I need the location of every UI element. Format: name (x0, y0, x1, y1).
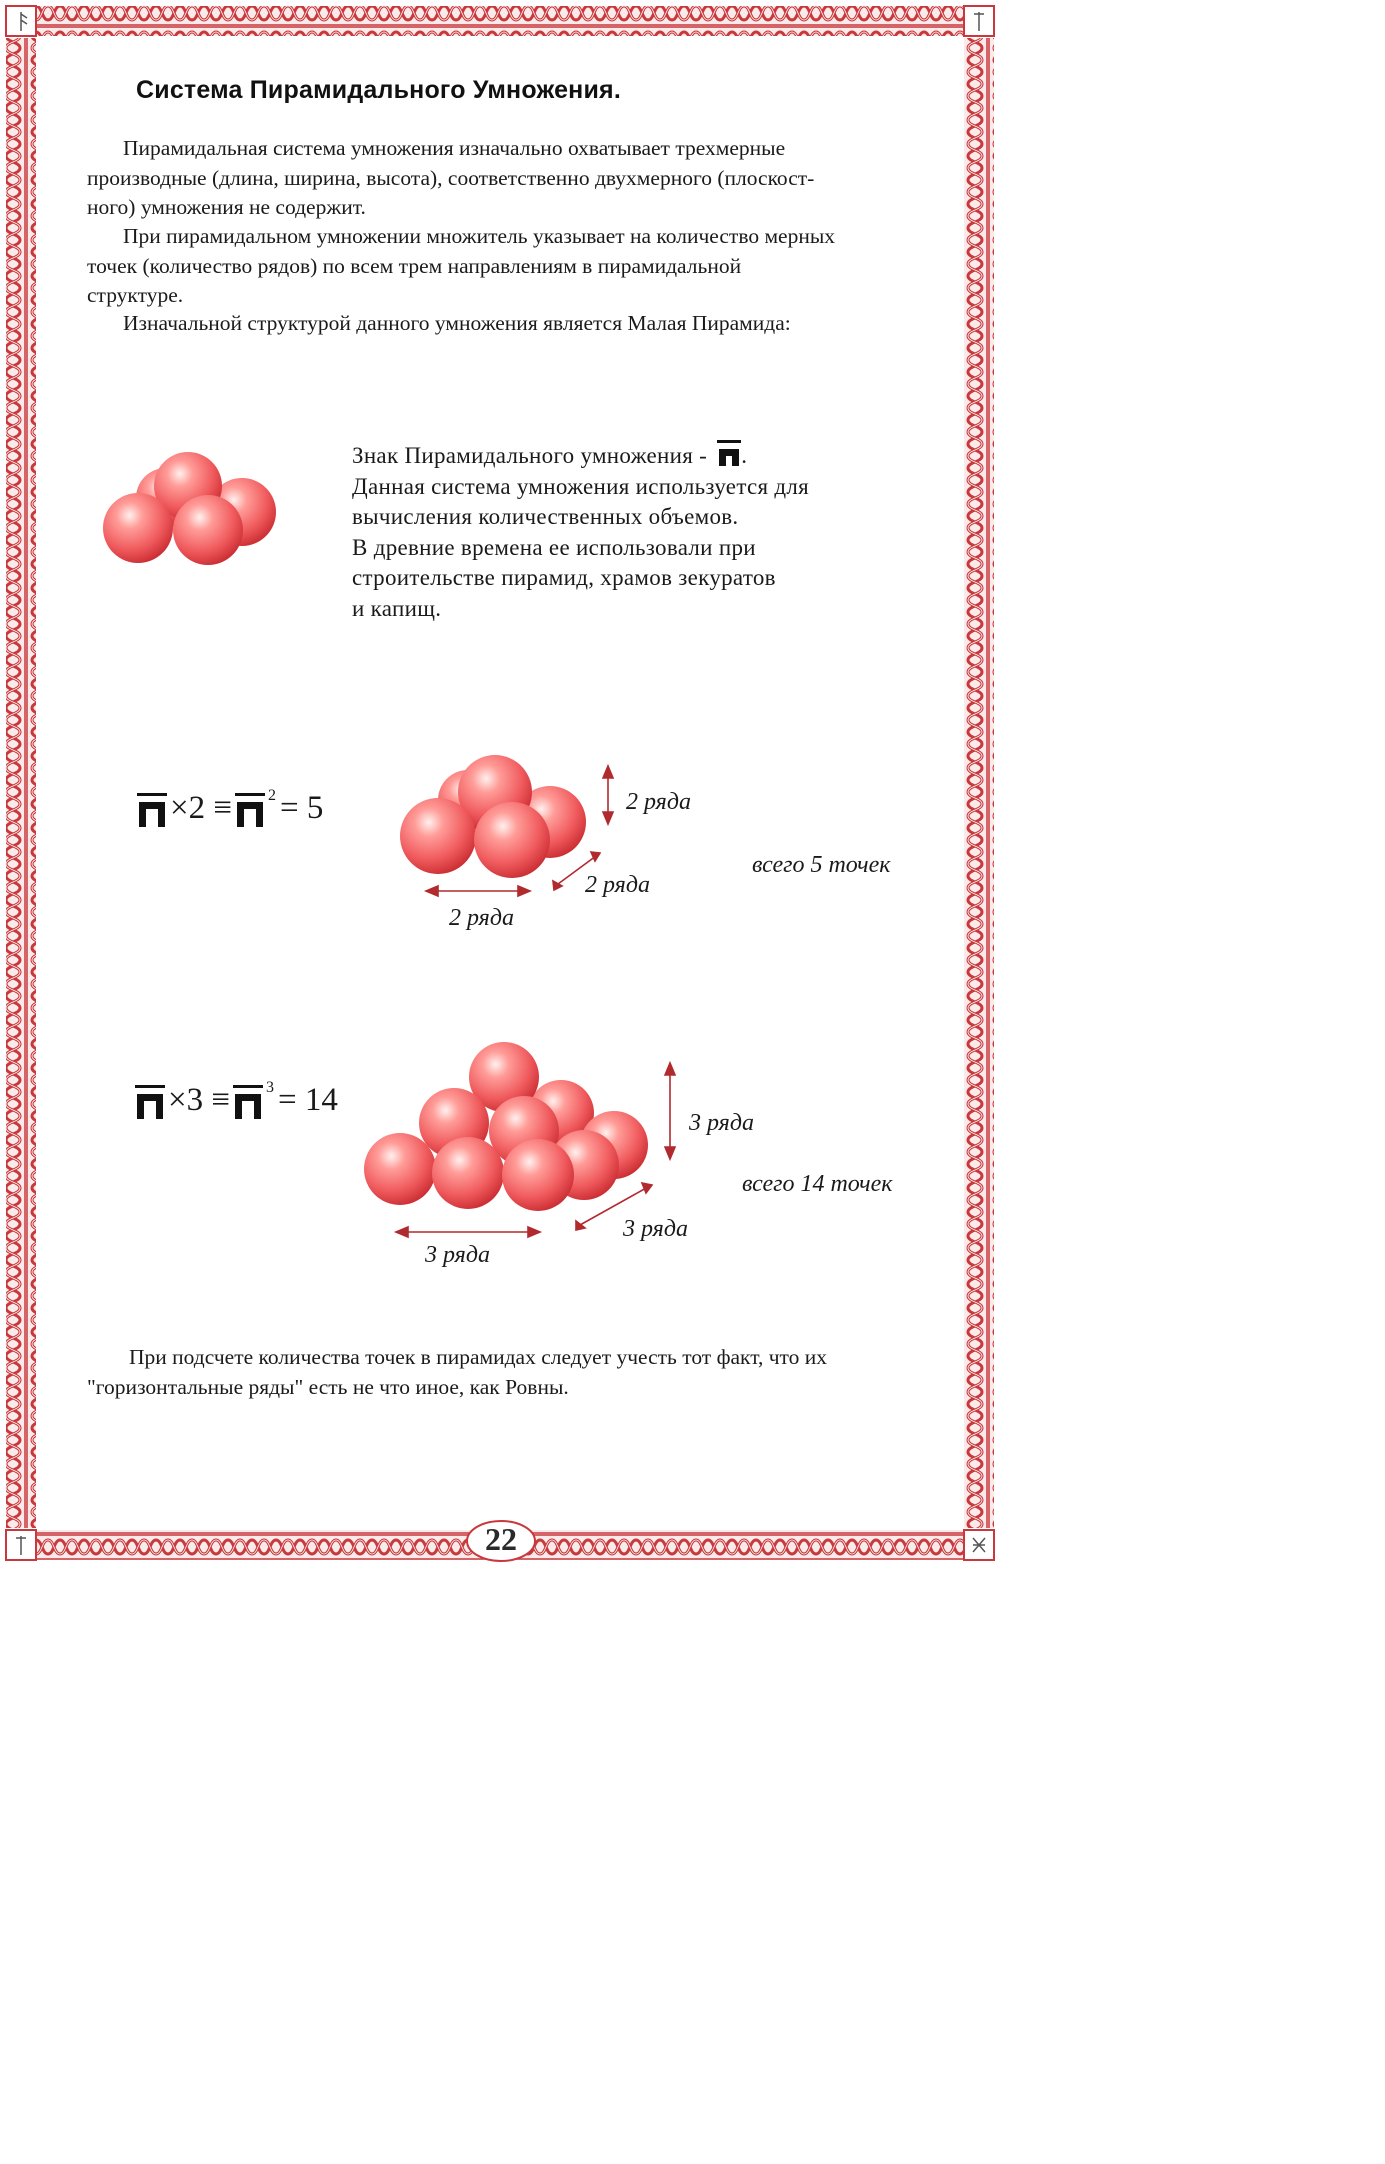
text-line: строительстве пирамид, храмов зекуратов (352, 565, 776, 590)
width-rows-label: 3 ряда (425, 1242, 490, 1268)
text-line: вычисления количественных объемов. (352, 504, 739, 529)
text-line: и капищ. (352, 595, 442, 621)
total-points-label: всего 5 точек (752, 852, 891, 878)
small-pyramid-illustration (98, 450, 288, 570)
depth-rows-label: 3 ряда (623, 1216, 688, 1242)
pyramid-multiplication-sign-icon (233, 1085, 263, 1119)
text-line: При подсчете количества точек в пирамидах следует учесть тот факт, что их (129, 1345, 828, 1369)
intro-paragraph-1 (87, 134, 923, 223)
page-title: Система Пирамидального Умножения. (136, 76, 621, 104)
formula-exponent: 3 (265, 1079, 274, 1096)
sign-intro-text: Знак Пирамидального умножения - (352, 443, 708, 468)
pyramid-multiplication-sign-icon (137, 793, 167, 827)
border-left (6, 38, 36, 1528)
intro-paragraph-3 (87, 309, 923, 339)
text-line: Изначальной структурой данного умножения является Малая Пирамида: (123, 311, 791, 335)
formula-result: = 5 (279, 790, 324, 826)
text-line: "горизонтальные ряды" есть не что иное, как Ровны. (87, 1374, 569, 1399)
pyramid-multiplication-sign-icon (135, 1085, 165, 1119)
depth-rows-label: 2 ряда (585, 872, 650, 898)
width-rows-label: 2 ряда (449, 905, 514, 931)
text-line: структуре. (87, 283, 184, 307)
text-line: В древние времена ее использовали при (352, 534, 756, 560)
border-top (32, 6, 968, 36)
formula-pyramid-3 (132, 1079, 338, 1119)
conclusion-paragraph (87, 1343, 923, 1402)
text-line: ного) умножения не содержит. (87, 195, 366, 219)
formula-multiplier: ×2 ≡ (170, 790, 232, 826)
text-line: производные (длина, ширина, высота), соответственно двухмерного (плоскост- (87, 165, 815, 190)
total-points-label: всего 14 точек (742, 1171, 893, 1197)
pyramid-multiplication-sign-icon (235, 793, 265, 827)
intro-paragraph-2 (87, 222, 923, 311)
formula-result: = 14 (277, 1082, 338, 1118)
height-rows-label: 2 ряда (626, 789, 691, 815)
formula-multiplier: ×3 ≡ (168, 1082, 230, 1118)
text-line: Пирамидальная система умножения изначально охватывает трехмерные (123, 136, 786, 160)
pyramid-2-rows-illustration (390, 748, 720, 948)
pyramid-sign-description: Знак Пирамидального умножения - . Данная система умножения используется для вычисления количественных объемов. В древние времена ее использовали при строительстве пирамид, храмов зекуратов и капищ. (352, 440, 878, 624)
formula-pyramid-2 (134, 787, 324, 827)
pyramid-multiplication-sign-icon (717, 440, 741, 466)
formula-exponent: 2 (267, 787, 276, 804)
page-number: 22 (485, 1521, 517, 1557)
text-line: Данная система умножения используется для (352, 473, 810, 499)
text-line: точек (количество рядов) по всем трем направлениям в пирамидальной (87, 253, 742, 278)
height-rows-label: 3 ряда (689, 1110, 754, 1136)
border-right (964, 38, 994, 1528)
text-line: При пирамидальном умножении множитель указывает на количество мерных (123, 224, 836, 248)
